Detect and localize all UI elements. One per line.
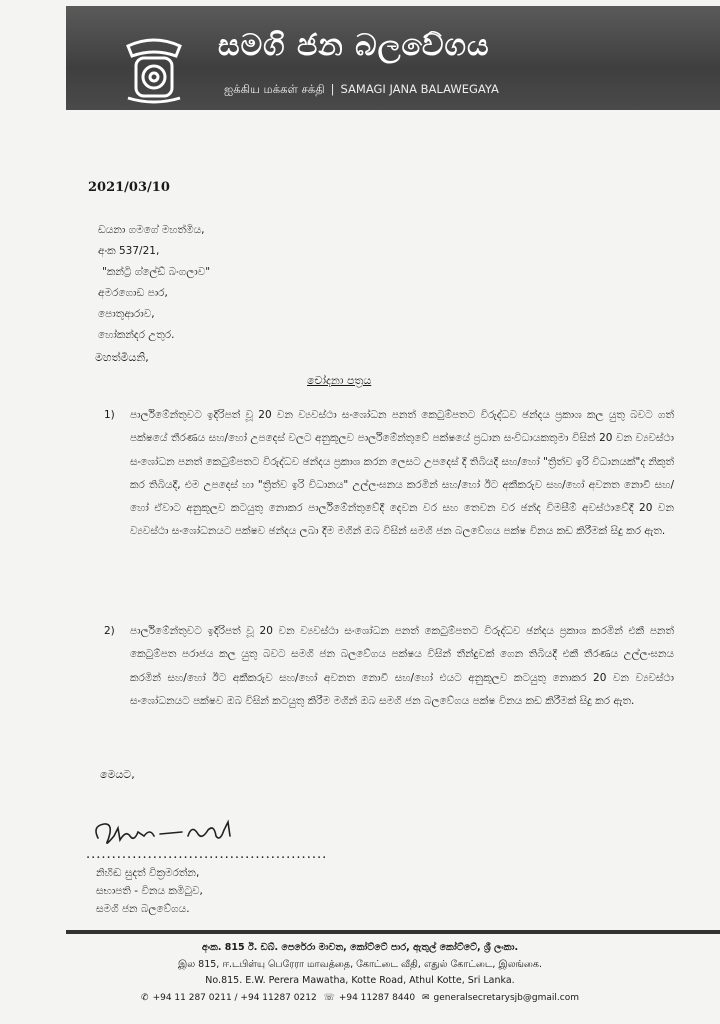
footer-address-sinhala: අංක. 815 ඊ. ඩබ්. පෙරේරා මාවත, කෝට්ටේ පාර, ඇතුල් කෝට්ටේ, ශ්‍රී ලංකා. xyxy=(201,942,519,953)
party-name-subtitle: ஐக்கிய மக்கள் சக்தி | SAMAGI JANA BALAWEGAYA xyxy=(224,82,499,96)
fax-icon: ☏ xyxy=(323,992,335,1003)
signer-block xyxy=(96,864,203,918)
email-icon: ✉ xyxy=(421,992,430,1003)
charge-paragraph xyxy=(104,620,674,713)
charge-text: පාර්ලිමේන්තුවට ඉදිරිපත් වූ 20 වන ව්‍යවස්ථා සංශෝධන පනත් කෙටුම්පතට විරුද්ධව ඡන්දය ප්‍රකාශ කරමින් එකී පනත් කෙටුම්පත පරාජය කල යුතු බවට සමගි ජන බලවේගය පක්ෂය විසින් තීන්දුවක් ගෙන තිබියදී එකී තීරණය උල්ලංඝනය කරමින් සහ/හෝ ඊට අකීකරුව සහ/හෝ අවනත නොවී සහ/හෝ එයට අනුකූලව කටයුතු නොකර 20 වන ව්‍යවස්ථා සංශෝධනයට පක්ෂව ඔබ විසින් කටයුතු කිරීම මගින් ඔබ සමගි ජන බලවේගය පක්ෂ විනය කඩ කිරීමක් සිදු කර ඇත. xyxy=(130,625,674,707)
recipient-address xyxy=(98,220,210,346)
footer-contact xyxy=(0,990,720,1007)
signer-title: සභාපති - විනය කමිටුව, xyxy=(96,885,203,897)
charge-text: පාර්ලිමේන්තුවට ඉදිරිපත් වූ 20 වන ව්‍යවස්ථා සංශෝධන පනත් කෙටුම්පතට විරුද්ධව ඡන්දය ප්‍රකාශ කල යුතු බවට ගත් පක්ෂයේ තීරණය සහ/හෝ උපදෙස් වලට අනුකූලව පාර්ලිමේන්තුවේ පක්ෂයේ ප්‍රධාන සංවිධායකතුමා විසින් 20 වන ව්‍යවස්ථා සංශෝධන පනත් කෙටුම්පතට විරුද්ධව ඡන්දය ප්‍රකාශ කරන ලෙසට උපදෙස් දී තිබියදී සහ/හෝ "ත්‍රිත්ව ඉරි විධානයක්"ද නිකුත් කර තිබියදී, එම උපදෙස් හා "ත්‍රිත්ව ඉරි විධානය" උල්ලංඝනය කරමින් සහ/හෝ ඊට අකීකරුව සහ/හෝ අවනත නොවී සහ/හෝ ඒවාට අනුකූලව කටයුතු නොකර පාර්ලිමේන්තුවේදී දෙවන වර සහ තෙවන වර ඡන්ද විමසීම් අවස්ථාවේදී 20 වන ව්‍යවස්ථා සංශෝධනයට පක්ෂව ඡන්දය ලබා දීම මගින් ඔබ විසින් සමගි ජන බලවේගය පක්ෂ විනය කඩ කිරීමක් සිදු කර ඇත. xyxy=(130,409,674,538)
footer-address-tamil: இல 815, ஈ.டபிள்யு பெரேரா மாவத்தை, கோட்டை வீதி, எதுல் கோட்டை, இலங்கை. xyxy=(178,958,542,970)
address-line: පොතුආරාව, xyxy=(98,308,155,320)
footer xyxy=(0,940,720,1006)
charge-paragraph xyxy=(104,404,674,544)
letter-date: 2021/03/10 xyxy=(88,180,170,195)
salutation: මහත්මියනි, xyxy=(95,351,149,364)
address-line: ඩයනා ගමගේ මහත්මිය, xyxy=(98,224,205,236)
signer-name: නිහිඬ සුදත් වික්‍රමරත්න, xyxy=(96,867,200,879)
address-line: අමරගොඩ පාර, xyxy=(98,287,168,299)
subject-heading: චෝදනා පත්‍රය xyxy=(307,374,372,387)
footer-address-english: No.815. E.W. Perera Mawatha, Kotte Road, Athul Kotte, Sri Lanka. xyxy=(205,975,515,986)
footer-divider xyxy=(66,930,720,934)
party-name-english: SAMAGI JANA BALAWEGAYA xyxy=(340,82,499,96)
address-line: "කන්ට්‍රි ග්ලේඩ් බංගලාව" xyxy=(102,266,211,278)
footer-email: generalsecretarysjb@gmail.com xyxy=(433,992,579,1003)
party-name-sinhala: සමගි ජන බලවේගය xyxy=(218,28,490,63)
signature-line: ............................................... xyxy=(86,847,328,862)
address-line: හෝකන්දර උතුර. xyxy=(98,329,175,341)
closing: මෙයට, xyxy=(100,768,135,781)
address-line: අංක 537/21, xyxy=(98,245,160,257)
telephone-icon xyxy=(122,32,186,106)
party-name-tamil: ஐக்கிய மக்கள் சக்தி xyxy=(224,82,325,96)
footer-fax: +94 11287 8440 xyxy=(338,992,416,1003)
phone-icon: ✆ xyxy=(141,992,149,1003)
charge-number: 2) xyxy=(104,625,115,637)
signer-organization: සමගි ජන බලවේගය. xyxy=(96,903,190,915)
footer-phone: +94 11 287 0211 / +94 11287 0212 xyxy=(152,992,317,1003)
charge-number: 1) xyxy=(104,409,115,421)
